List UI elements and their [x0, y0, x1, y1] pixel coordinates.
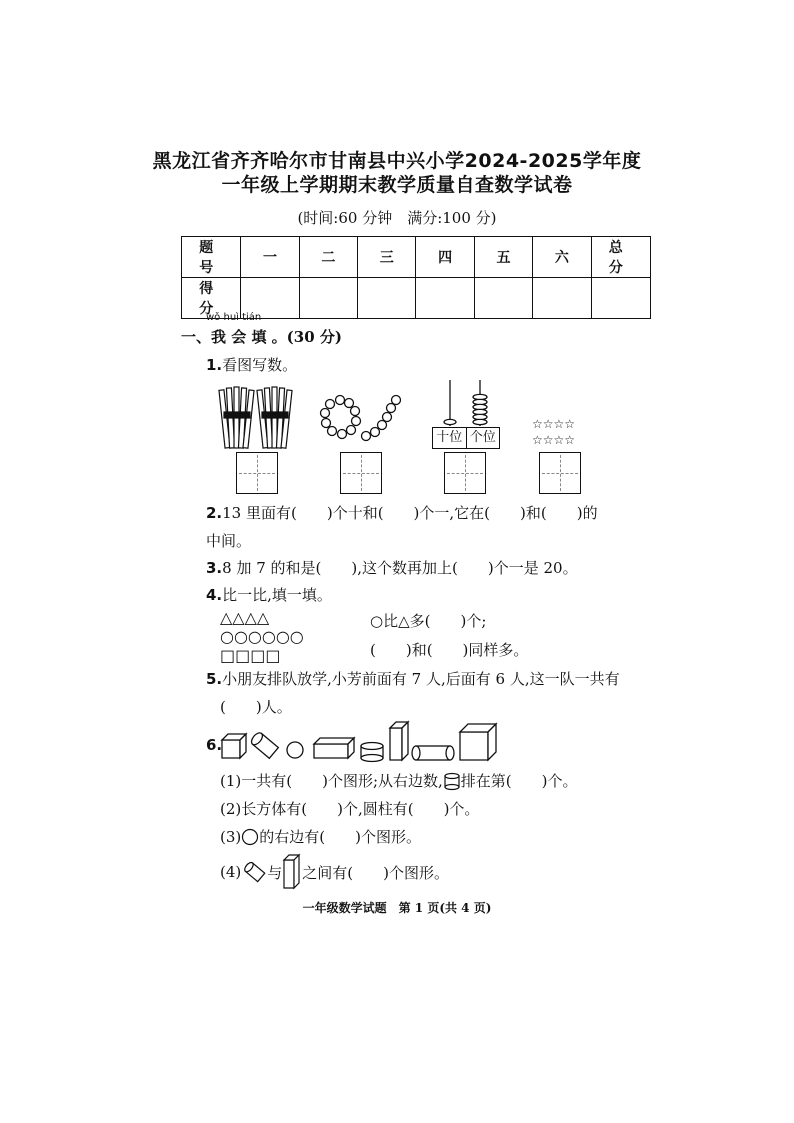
q6-p4-text-a: (4) — [220, 863, 242, 881]
q6-p3-text-b: 的右边有( )个图形。 — [259, 828, 421, 846]
tall-cuboid-icon — [390, 722, 408, 760]
shapes-group — [220, 608, 304, 665]
solid-shapes-row — [218, 720, 503, 766]
bead-necklace-icon — [320, 392, 410, 448]
q4-blank1: ○比△多( )个; — [370, 612, 487, 630]
q1-answer-box-4[interactable] — [539, 452, 581, 494]
q4-line — [206, 584, 332, 605]
q6-p4-text-b: 与 — [267, 863, 283, 882]
q6-number: 6. — [206, 736, 223, 754]
score-cell[interactable] — [533, 278, 591, 319]
score-cell[interactable] — [299, 278, 357, 319]
q4-blank2: ( )和( )同样多。 — [370, 641, 529, 659]
score-cell[interactable] — [474, 278, 532, 319]
exam-title-line1: 黑龙江省齐齐哈尔市甘南县中兴小学2024-2025学年度 — [152, 150, 642, 172]
stars-icon: ☆☆☆☆ ☆☆☆☆ — [532, 417, 576, 447]
q5-text-line2: ( )人。 — [220, 698, 292, 716]
tilted-cylinder-icon — [249, 731, 278, 758]
q1-answer-box-1[interactable] — [236, 452, 278, 494]
squares-row: □□□□ — [220, 646, 281, 665]
q2-number: 2. — [206, 504, 223, 522]
q6-p3-text-a: (3) — [220, 827, 242, 846]
cylinder-icon — [443, 772, 461, 790]
q6-part4 — [220, 854, 449, 890]
page-footer: 一年级数学试题 第 1 页(共 4 页) — [302, 901, 492, 915]
cuboid-icon — [314, 738, 354, 758]
q4-number: 4. — [206, 586, 223, 604]
score-table-header-row — [182, 237, 651, 278]
q6-p1-text-b: 排在第( )个。 — [460, 772, 578, 790]
q5-text-line1: 小朋友排队放学,小芳前面有 7 人,后面有 6 人,这一队一共有 — [222, 670, 620, 688]
q6-part2: (2)长方体有( )个,圆柱有( )个。 — [220, 800, 480, 818]
large-cube-icon — [460, 724, 496, 760]
header-cell: 五 — [474, 237, 532, 278]
q6-part1 — [220, 770, 578, 791]
q1-answer-box-3[interactable] — [444, 452, 486, 494]
long-cylinder-icon — [412, 746, 454, 760]
header-cell: 总 分 — [591, 237, 650, 278]
sphere-icon — [241, 828, 259, 846]
tilted-cylinder-icon — [241, 858, 267, 886]
abacus-place-labels — [432, 427, 500, 449]
header-cell: 二 — [299, 237, 357, 278]
abacus-icon — [430, 378, 502, 428]
q1-answer-box-2[interactable] — [340, 452, 382, 494]
header-cell: 六 — [533, 237, 591, 278]
sphere-icon — [287, 742, 303, 758]
header-cell: 三 — [358, 237, 416, 278]
q2-text-line1: 13 里面有( )个十和( )个一,它在( )和( )的 — [222, 504, 598, 522]
q1-line — [206, 354, 297, 375]
exam-title-line2: 一年级上学期期末教学质量自查数学试卷 — [221, 174, 573, 196]
header-cell: 一 — [241, 237, 299, 278]
tens-label: 十位 — [433, 428, 467, 448]
section-title: 一、我 会 填 。(30 分) — [181, 328, 342, 346]
q2-line1 — [206, 502, 598, 523]
circles-row: ○○○○○○ — [220, 627, 304, 646]
score-cell[interactable] — [416, 278, 474, 319]
q2-text-line2: 中间。 — [206, 532, 252, 550]
short-cylinder-icon — [361, 743, 383, 762]
q5-number: 5. — [206, 670, 223, 688]
q6-p4-text-c: 之间有( )个图形。 — [302, 863, 449, 882]
score-table — [181, 236, 657, 319]
score-cell[interactable] — [591, 278, 650, 319]
exam-subtitle: (时间:60 分钟 满分:100 分) — [297, 209, 497, 227]
q3-number: 3. — [206, 559, 223, 577]
q6-p1-text-a: (1)一共有( )个图形;从右边数, — [220, 772, 443, 790]
cube-icon — [222, 734, 246, 758]
triangles-row: △△△△ — [220, 608, 270, 627]
q3-text: 8 加 7 的和是( ),这个数再加上( )个一是 20。 — [222, 559, 578, 577]
header-cell: 题 号 — [182, 237, 241, 278]
section-pinyin: wǒ huì tián — [206, 312, 262, 323]
stick-bundles-icon — [218, 382, 298, 450]
tall-cuboid-icon — [282, 854, 302, 890]
score-cell[interactable] — [358, 278, 416, 319]
q3-line — [206, 557, 578, 578]
q1-number: 1. — [206, 356, 223, 374]
score-label-cell: 得 分 — [182, 278, 241, 319]
header-cell: 四 — [416, 237, 474, 278]
q4-text: 比一比,填一填。 — [222, 586, 332, 604]
q1-text: 看图写数。 — [222, 356, 298, 374]
q6-part3 — [220, 826, 421, 847]
q5-line1 — [206, 668, 620, 689]
ones-label: 个位 — [469, 430, 496, 445]
